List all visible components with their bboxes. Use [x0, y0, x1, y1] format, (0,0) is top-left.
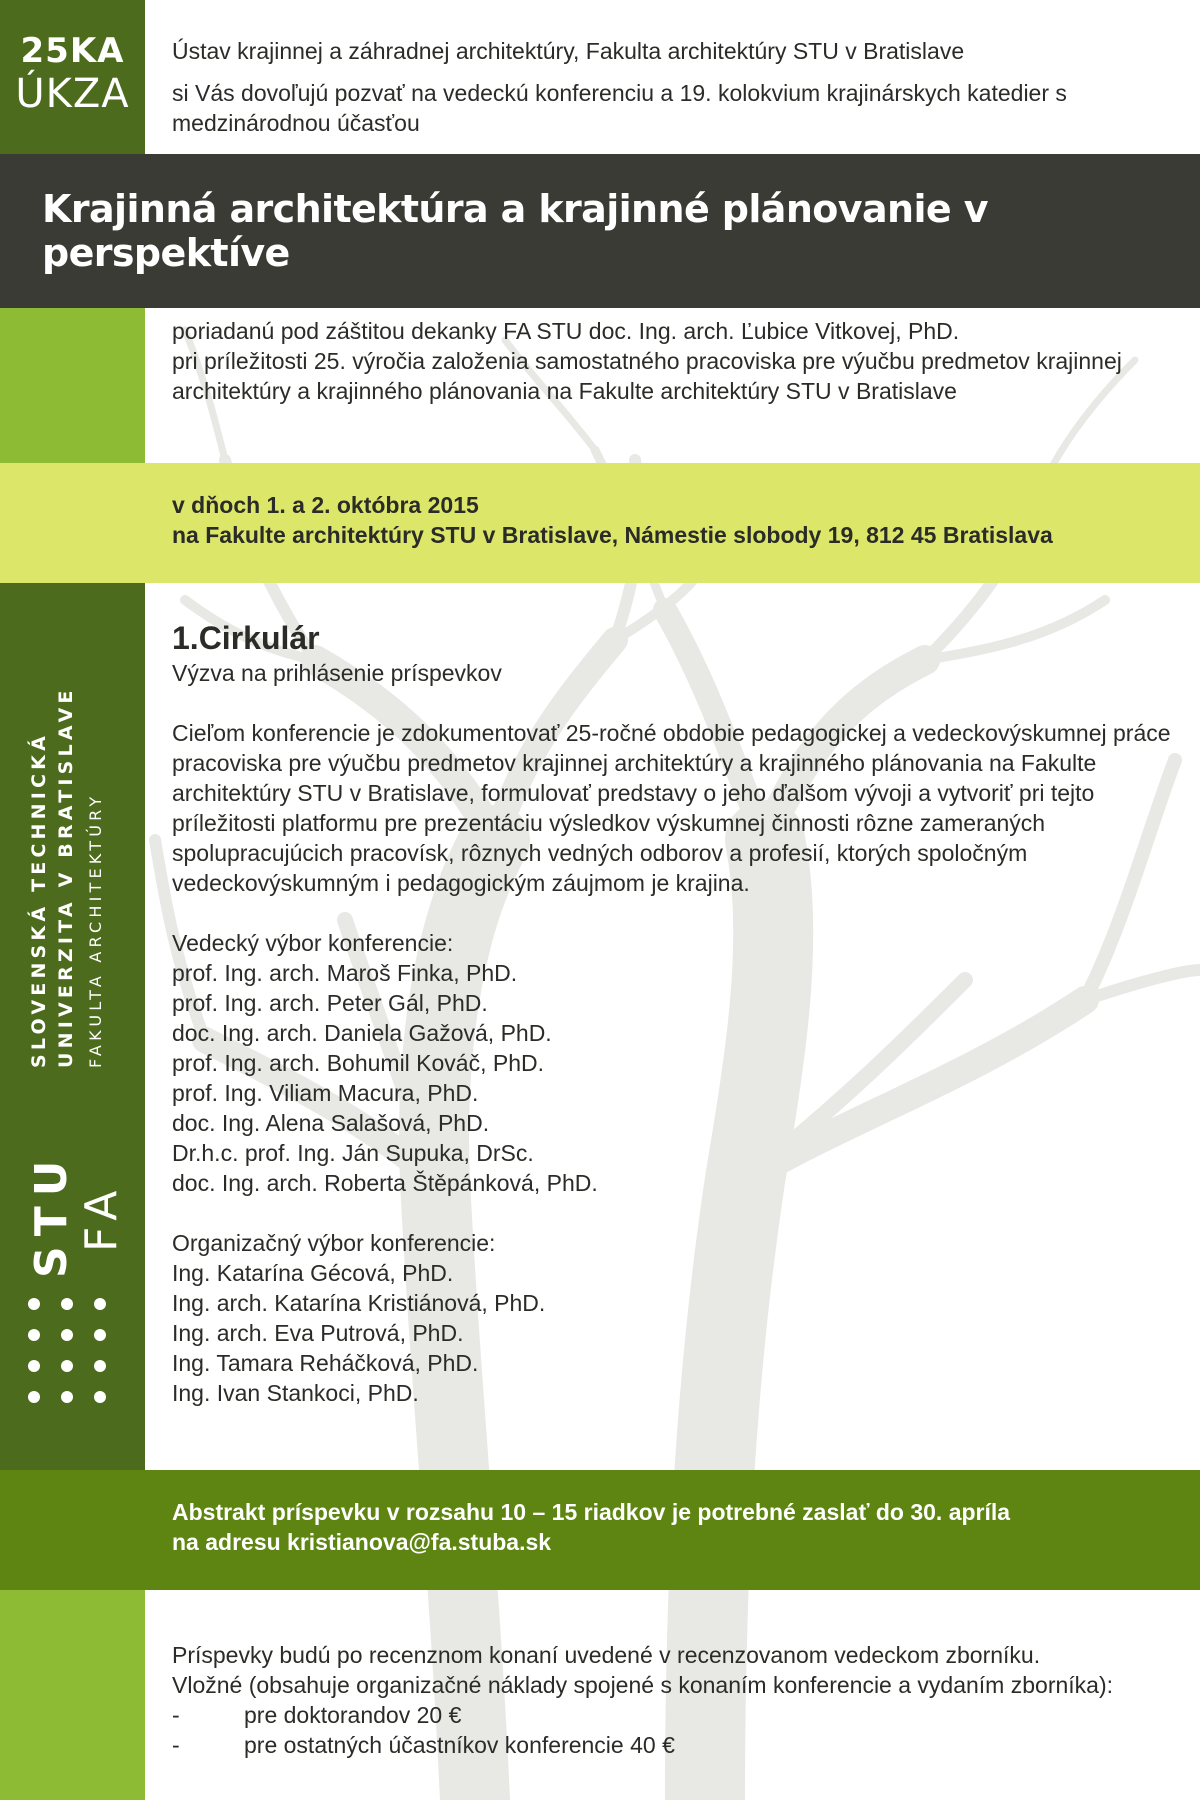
event-venue: na Fakulte architektúry STU v Bratislave, Námestie slobody 19, 812 45 Bratislava	[172, 522, 1053, 548]
conference-title: Krajinná architektúra a krajinné plánovanie v perspektíve	[42, 187, 988, 275]
fee-list	[172, 1700, 1178, 1760]
dot	[61, 1391, 73, 1403]
logo-25ka: 25KA	[20, 31, 125, 71]
committee-member: Ing. Katarína Gécová, PhD.	[172, 1260, 454, 1286]
footer-line2: Vložné (obsahuje organizačné náklady spojené s konaním konferencie a vydaním zborníka):	[172, 1672, 1114, 1698]
dot	[94, 1329, 106, 1341]
list-dash: -	[172, 1702, 180, 1728]
scientific-committee	[172, 928, 1178, 1198]
sidebar-accent-abstract	[0, 1470, 145, 1590]
sidebar-accent-bottom	[0, 1590, 145, 1800]
list-dash: -	[172, 1732, 180, 1758]
committee-member: doc. Ing. arch. Daniela Gažová, PhD.	[172, 1020, 552, 1046]
dot	[28, 1391, 40, 1403]
committee-member: prof. Ing. arch. Peter Gál, PhD.	[172, 990, 488, 1016]
fee-item	[172, 1700, 1178, 1730]
logo-fa: FA	[76, 1180, 127, 1252]
invitation-line: si Vás dovoľujú pozvať na vedeckú konferenciu a 19. kolokvium krajinárskych katedier s medzinárodnou účasťou	[172, 80, 1067, 136]
title-band	[0, 154, 1200, 308]
patronage	[172, 316, 1178, 406]
patronage-line2: pri príležitosti 25. výročia založenia samostatného pracoviska pre výučbu predmetov krajinnej architektúry a krajinného plánovania na Fakulte architektúry STU v Bratislave	[172, 348, 1122, 404]
committee-member: Ing. Ivan Stankoci, PhD.	[172, 1380, 419, 1406]
organizing-committee-label: Organizačný výbor konferencie:	[172, 1230, 496, 1256]
committee-member: prof. Ing. arch. Bohumil Kováč, PhD.	[172, 1050, 545, 1076]
faculty-name: FAKULTA ARCHITEKTÚRY	[86, 792, 105, 1068]
sidebar-accent-lime	[0, 463, 145, 583]
organizing-committee	[172, 1228, 1178, 1408]
scientific-committee-label: Vedecký výbor konferencie:	[172, 930, 454, 956]
committee-member: Ing. arch. Eva Putrová, PhD.	[172, 1320, 464, 1346]
university-name-line1: SLOVENSKÁ TECHNICKÁ	[28, 732, 50, 1068]
logo-ukza: ÚKZA	[15, 71, 130, 117]
circular-section	[172, 618, 1178, 1408]
circular-heading: 1.Cirkulár	[172, 620, 320, 656]
abstract-line1: Abstrakt príspevku v rozsahu 10 – 15 riadkov je potrebné zaslať do 30. apríla	[172, 1499, 1011, 1525]
logo-stu: STU	[26, 1150, 77, 1278]
dot	[28, 1298, 40, 1310]
committee-member: Ing. Tamara Reháčková, PhD.	[172, 1350, 479, 1376]
footer	[172, 1640, 1178, 1760]
circular-body: Cieľom konferencie je zdokumentovať 25-ročné obdobie pedagogickej a vedeckovýskumnej práce pracoviska pre výučbu predmetov krajinnej architektúry a krajinného plánovania na Fakulte architektúry STU v Bratislave, formulovať predstavy o jeho ďalšom vývoji a vytvoriť pri tejto príležitosti platformu pre prezentáciu výsledkov výskumnej činnosti rôzne zameraných spolupracujúcich pracovísk, rôznych vedných odborov a profesií, ktorých spoločným vedeckovýskumným i pedagogickým záujmom je krajina.	[172, 720, 1171, 896]
patronage-line1: poriadanú pod záštitou dekanky FA STU doc. Ing. arch. Ľubice Vitkovej, PhD.	[172, 318, 960, 344]
intro	[172, 36, 1180, 150]
institute-line: Ústav krajinnej a záhradnej architektúry, Fakulta architektúry STU v Bratislave	[172, 38, 965, 64]
abstract-line2: na adresu kristianova@fa.stuba.sk	[172, 1529, 552, 1555]
dot	[61, 1360, 73, 1372]
committee-member: prof. Ing. Viliam Macura, PhD.	[172, 1080, 479, 1106]
sidebar-accent-top	[0, 308, 145, 463]
footer-line1: Príspevky budú po recenznom konaní uvedené v recenzovanom vedeckom zborníku.	[172, 1642, 1041, 1668]
event-date: v dňoch 1. a 2. októbra 2015	[172, 492, 479, 518]
fee-text: pre ostatných účastníkov konferencie 40 €	[244, 1732, 675, 1758]
dot	[28, 1329, 40, 1341]
fee-text: pre doktorandov 20 €	[244, 1702, 462, 1728]
abstract-info	[172, 1497, 1178, 1557]
committee-member: doc. Ing. arch. Roberta Štěpánková, PhD.	[172, 1170, 598, 1196]
dot	[94, 1298, 106, 1310]
dot	[61, 1329, 73, 1341]
fee-item	[172, 1730, 1178, 1760]
logo-block	[0, 0, 145, 154]
committee-member: Ing. arch. Katarína Kristiánová, PhD.	[172, 1290, 546, 1316]
dot	[94, 1360, 106, 1372]
event-info	[172, 490, 1178, 550]
dot	[94, 1391, 106, 1403]
committee-member: doc. Ing. Alena Salašová, PhD.	[172, 1110, 490, 1136]
university-name-line2: UNIVERZITA V BRATISLAVE	[55, 686, 77, 1068]
dot	[28, 1360, 40, 1372]
committee-member: Dr.h.c. prof. Ing. Ján Supuka, DrSc.	[172, 1140, 534, 1166]
committee-member: prof. Ing. arch. Maroš Finka, PhD.	[172, 960, 518, 986]
dot	[61, 1298, 73, 1310]
logo-dots	[28, 1298, 118, 1403]
circular-subheading: Výzva na prihlásenie príspevkov	[172, 660, 502, 686]
